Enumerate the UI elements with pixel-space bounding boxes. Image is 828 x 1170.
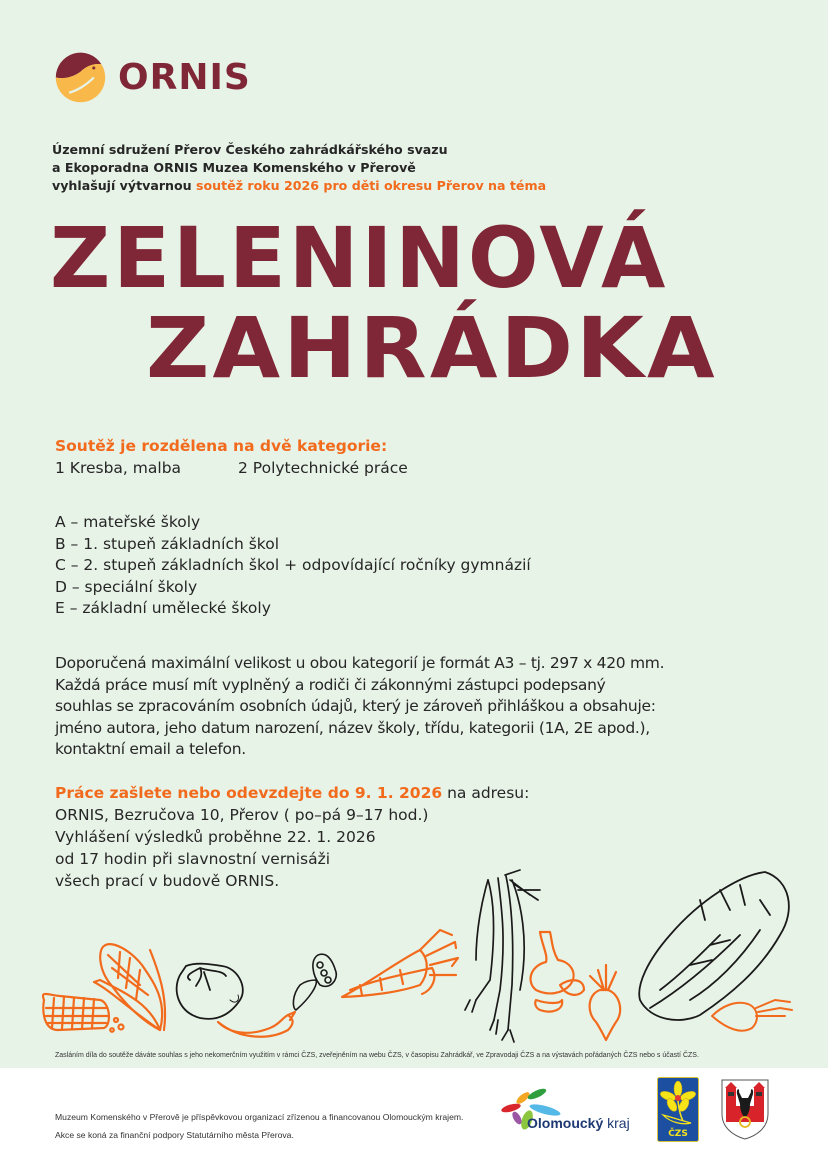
- category-item: 2 Polytechnické práce: [238, 459, 408, 477]
- categories-section: [55, 435, 408, 479]
- turnip-icon: [712, 1000, 792, 1031]
- leek-icon: [465, 870, 540, 1042]
- deadline-suffix: na adresu:: [442, 784, 530, 802]
- pea-pod-icon: [293, 954, 336, 1010]
- page-title-line-2: ZAHRÁDKA: [146, 299, 718, 397]
- czs-daffodil-logo-icon: [657, 1077, 699, 1142]
- footer-line: Akce se koná za finanční podpory Statutárního města Přerova.: [55, 1130, 294, 1140]
- list-item: D – speciální školy: [55, 577, 198, 596]
- description-line: souhlas se zpracováním osobních údajů, který je zároveň přihláškou a obsahuje:: [55, 697, 656, 715]
- corn-icon: [94, 944, 165, 1030]
- tomato-icon: [177, 964, 243, 1019]
- ornis-logo: [52, 49, 251, 106]
- school-levels-list: [55, 512, 531, 620]
- intro-line: a Ekoporadna ORNIS Muzea Komenského v Přerově: [52, 160, 416, 175]
- intro-highlight: soutěž roku 2026 pro děti okresu Přerov na téma: [196, 178, 547, 193]
- category-item: 1 Kresba, malba: [55, 459, 182, 477]
- description-line: Doporučená maximální velikost u obou kategorií je formát A3 – tj. 297 x 420 mm.: [55, 654, 665, 672]
- description-line: Každá práce musí mít vyplněný a rodiči či zákonnými zástupci podepsaný: [55, 675, 606, 694]
- description-paragraph: [55, 653, 795, 761]
- intro-line: [52, 177, 546, 195]
- radish-icon: [590, 965, 621, 1040]
- results-line: od 17 hodin při slavnostní vernisáži: [55, 850, 331, 868]
- deadline-highlight: Práce zašlete nebo odevzdejte do 9. 1. 2026: [55, 784, 443, 802]
- intro-line: Územní sdružení Přerov Českého zahrádkářského svazu: [52, 142, 448, 157]
- vegetable-illustrations: [0, 860, 828, 1050]
- list-item: A – mateřské školy: [55, 513, 201, 531]
- disclaimer-text: Zasláním díla do soutěže dáváte souhlas s jeho nekomerčním využitím v rámci ČZS, zveřejněním na webu ČZS, v časopisu Zahrádkář, ve Zpravodaji ČZS a na výstavách pořádaných ČZS nebo s účastí ČZS.: [55, 1052, 699, 1059]
- svg-text:ČZS: ČZS: [668, 1129, 688, 1139]
- list-item: C – 2. stupeň základních škol + odpovídající ročníky gymnázií: [55, 556, 531, 574]
- intro-prefix: vyhlašují výtvarnou: [52, 178, 197, 193]
- results-line: všech prací v budově ORNIS.: [55, 872, 280, 890]
- footer-line: Muzeum Komenského v Přerově je příspěvkovou organizací zřízenou a financovanou Olomouckým krajem.: [55, 1112, 464, 1122]
- description-line: kontaktní email a telefon.: [55, 740, 246, 758]
- logo-text: ORNIS: [118, 57, 251, 98]
- page-title-line-1: ZELENINOVÁ: [50, 209, 669, 307]
- list-item: E – základní umělecké školy: [55, 599, 271, 617]
- footer: [0, 1068, 828, 1170]
- categories-heading: Soutěž je rozdělena na dvě kategorie:: [55, 437, 388, 455]
- intro-text: [52, 141, 546, 195]
- categories-row: [55, 457, 408, 479]
- footer-text: [55, 1108, 463, 1144]
- garlic-icon: [531, 932, 584, 1012]
- kraj-regular: kraj: [603, 1115, 630, 1131]
- chili-pepper-icon: [218, 1012, 295, 1037]
- olomoucky-kraj-logo-text: [527, 1115, 630, 1131]
- bird-in-circle-icon: [52, 49, 109, 106]
- corn-icon: [43, 994, 124, 1032]
- list-item: B – 1. stupeň základních škol: [55, 534, 280, 553]
- address-line: ORNIS, Bezručova 10, Přerov ( po–pá 9–17 hod.): [55, 806, 429, 824]
- prerov-coat-of-arms-icon: [720, 1078, 770, 1140]
- chinese-cabbage-icon: [639, 872, 789, 1020]
- description-line: jméno autora, jeho datum narození, název školy, třídu, kategorii (1A, 2E apod.),: [55, 718, 650, 737]
- deadline-line: [55, 782, 529, 804]
- kraj-bold: Olomoucký: [527, 1115, 604, 1131]
- carrot-icon: [342, 930, 458, 997]
- results-line: Vyhlášení výsledků proběhne 22. 1. 2026: [55, 828, 376, 846]
